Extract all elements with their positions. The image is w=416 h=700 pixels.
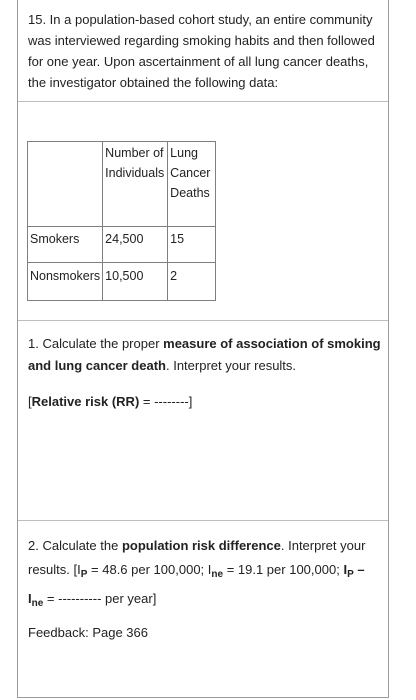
question-text: 15. In a population-based cohort study, an entire community was interviewed regarding smoking habits and then followed for one year. Upon ascertainment of all lung cancer deaths, the investigator obtained the following data: — [28, 12, 375, 90]
divider — [18, 520, 388, 521]
table-row — [28, 227, 216, 263]
part1-question: 1. Calculate the proper measure of association of smoking and lung cancer death. Interpret your results. — [28, 336, 381, 373]
table-row — [28, 263, 216, 301]
divider — [18, 320, 388, 321]
table-cell: 15 — [168, 227, 216, 263]
feedback-text: Feedback: Page 366 — [28, 625, 148, 640]
table-header-cell: Lung Cancer Deaths — [168, 142, 216, 227]
part2-question: 2. Calculate the population risk difference. Interpret your results. [$I_P = 48.6$ per 100,000; $I_{ne} = 19.1$ per 100,000; $I_P$ – $I_{ne}$ = ---------- per year] — [28, 538, 366, 609]
divider — [18, 101, 388, 102]
question-card — [17, 0, 389, 698]
table-cell: Nonsmokers — [28, 263, 103, 301]
table-cell: 2 — [168, 263, 216, 301]
table-header-row — [28, 142, 216, 227]
part1-hint: [Relative risk (RR) = --------] — [28, 394, 193, 409]
table-cell: Smokers — [28, 227, 103, 263]
data-table — [27, 141, 216, 301]
table-cell: 10,500 — [103, 263, 168, 301]
table-header-cell — [28, 142, 103, 227]
table-cell: 24,500 — [103, 227, 168, 263]
table-header-cell: Number of Individuals — [103, 142, 168, 227]
